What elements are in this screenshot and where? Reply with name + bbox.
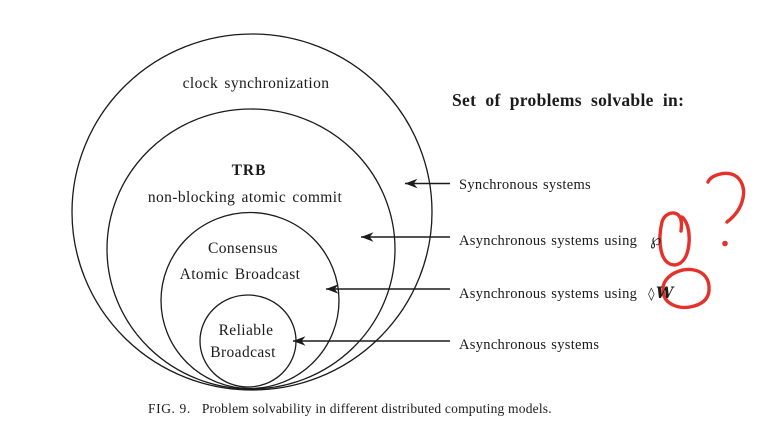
ring-label-non-blocking-atomic-commit: non-blocking atomic commit [147,189,343,206]
script-P-symbol: ℘ [650,230,662,249]
legend-label-async-using-P: Asynchronous systems using [459,233,638,249]
ring-label-consensus: Consensus [208,240,278,257]
red-circle-around-P [660,213,689,265]
legend-heading: Set of problems solvable in: [452,90,685,110]
legend-item-async-using-diamond-W [459,284,674,303]
ring-label-clock-synchronization: clock synchronization [182,75,330,92]
ring-asynchronous [200,295,296,387]
ring-async-using-diamond-W [161,213,339,389]
legend-label-asynchronous: Asynchronous systems [459,337,600,353]
figure-caption [148,401,552,417]
ring-label-atomic-broadcast: Atomic Broadcast [179,266,301,283]
red-question-mark-dot [722,241,728,247]
legend-label-async-using-diamond-W: Asynchronous systems using [459,286,638,302]
ring-label-broadcast: Broadcast [210,344,276,361]
figure-number: FIG. 9. [148,401,191,416]
ring-label-trb: TRB [231,162,267,179]
legend-item-asynchronous [459,337,599,354]
figure-caption-text: Problem solvability in different distributed computing models. [201,401,552,416]
legend-item-async-using-P [459,231,662,250]
diamond-symbol: ◊ [648,287,655,302]
legend-label-synchronous: Synchronous systems [459,177,591,193]
legend-item-synchronous [459,177,591,194]
red-question-mark-stroke [708,173,744,222]
script-W-symbol: W [655,283,674,302]
ring-label-reliable: Reliable [218,322,274,339]
